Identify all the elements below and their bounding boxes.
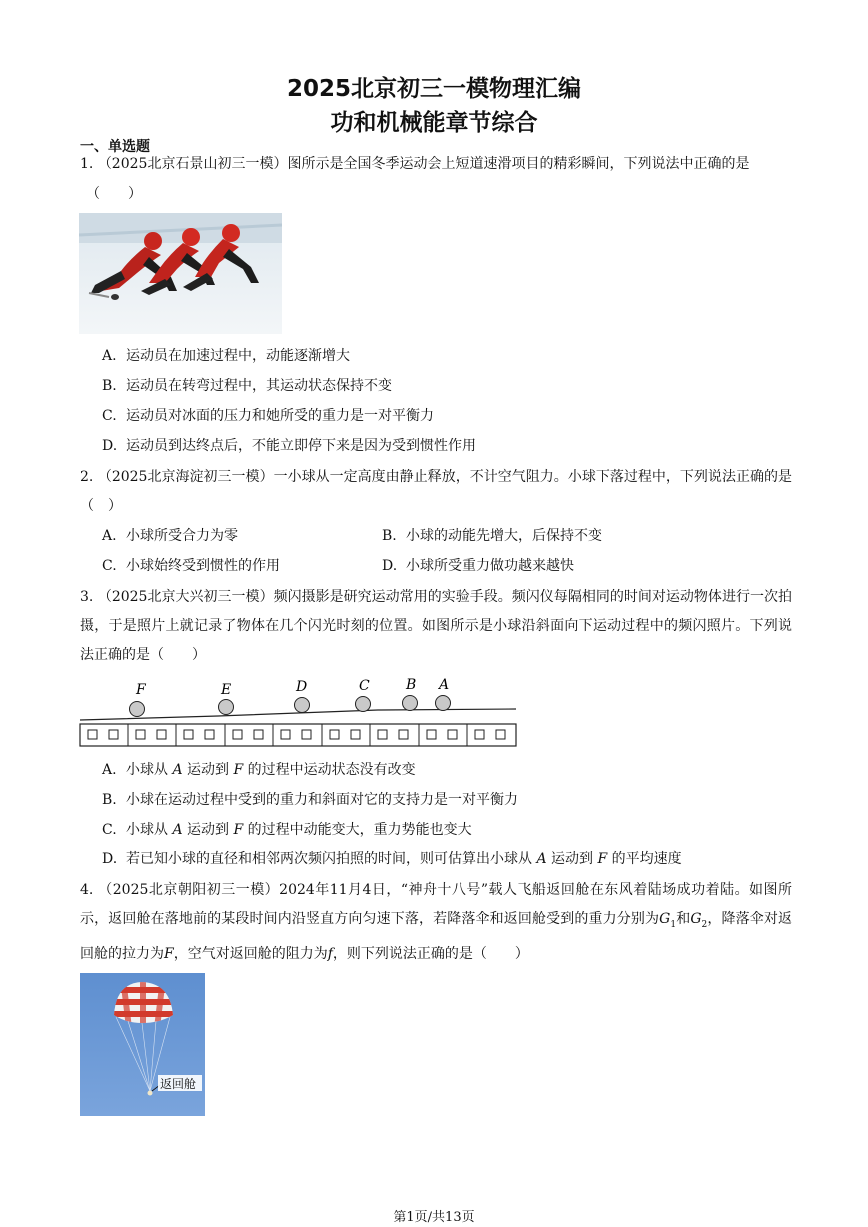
q2-option-b: B. 小球的动能先增大，后保持不变 <box>382 528 602 544</box>
label-e: E <box>221 682 232 698</box>
question-number: 1. <box>80 156 94 172</box>
question-4: 4. （2025北京朝阳初三一模）2024年11月4日，“神舟十八号”载人飞船返回舱在东风着陆场成功着陆。如图所示，返回舱在落地前的某段时间内沿竖直方向匀速下落，若降落伞和返回舱受到的重力分别为$G_1$和$G_2$，降落伞对返回舱的拉力为F，空气对返回舱的阻力为f，则下列说法正确的是（ ） <box>80 882 793 962</box>
section-heading: 一、单选题 <box>80 139 150 155</box>
q3-option-d: D. 若已知小球的直径和相邻两次频闪拍照的时间，则可估算出小球从 A 运动到 F 的平均速度 <box>102 851 682 867</box>
label-f: F <box>136 682 146 698</box>
question-number: 3. <box>80 589 94 605</box>
page-footer: 第1页/共13页 <box>393 1210 475 1225</box>
q1-option-c: C. 运动员对冰面的压力和她所受的重力是一对平衡力 <box>102 408 434 424</box>
strobe-photo-figure <box>78 676 520 750</box>
label-d: D <box>296 679 308 695</box>
q1-option-b: B. 运动员在转弯过程中，其运动状态保持不变 <box>102 378 392 394</box>
page-subtitle: 功和机械能章节综合 <box>330 110 538 136</box>
q1-option-d: D. 运动员到达终点后，不能立即停下来是因为受到惯性作用 <box>102 438 476 454</box>
label-b: B <box>406 677 417 693</box>
reentry-capsule-label: 返回舱 <box>160 1077 197 1091</box>
page-title: 2025北京初三一模物理汇编 <box>286 76 581 102</box>
question-1-paren: （ ） <box>86 186 142 202</box>
question-number: 4. <box>80 882 94 898</box>
speed-skating-photo <box>79 213 282 334</box>
label-a: A <box>439 677 450 693</box>
label-c: C <box>359 678 370 694</box>
question-number: 2. <box>80 469 94 485</box>
question-text: （2025北京石景山初三一模）图所示是全国冬季运动会上短道速滑项目的精彩瞬间，下列说法中正确的是 <box>97 156 750 172</box>
question-3 <box>80 583 792 670</box>
q3-option-a: A. 小球从 A 运动到 F 的过程中运动状态没有改变 <box>102 762 416 778</box>
q2-option-a: A. 小球所受合力为零 <box>102 528 238 544</box>
q3-option-b: B. 小球在运动过程中受到的重力和斜面对它的支持力是一对平衡力 <box>102 792 518 808</box>
q3-option-c: C. 小球从 A 运动到 F 的过程中动能变大，重力势能也变大 <box>102 822 472 838</box>
question-text: （2025北京海淀初三一模）一小球从一定高度由静止释放，不计空气阻力。小球下落过程中，下列说法正确的是（ ） <box>80 469 792 514</box>
q2-option-d: D. 小球所受重力做功越来越快 <box>382 558 574 574</box>
q1-option-a: A. 运动员在加速过程中，动能逐渐增大 <box>102 348 350 364</box>
parachute-photo <box>80 973 205 1116</box>
question-1 <box>80 150 792 179</box>
question-2 <box>80 463 792 521</box>
question-text: （2025北京大兴初三一模）频闪摄影是研究运动常用的实验手段。频闪仪每隔相同的时间对运动物体进行一次拍摄，于是照片上就记录了物体在几个闪光时刻的位置。如图所示是小球沿斜面向下运动过程中的频闪照片。下列说法正确的是（ ） <box>80 589 792 663</box>
q2-option-c: C. 小球始终受到惯性的作用 <box>102 558 280 574</box>
